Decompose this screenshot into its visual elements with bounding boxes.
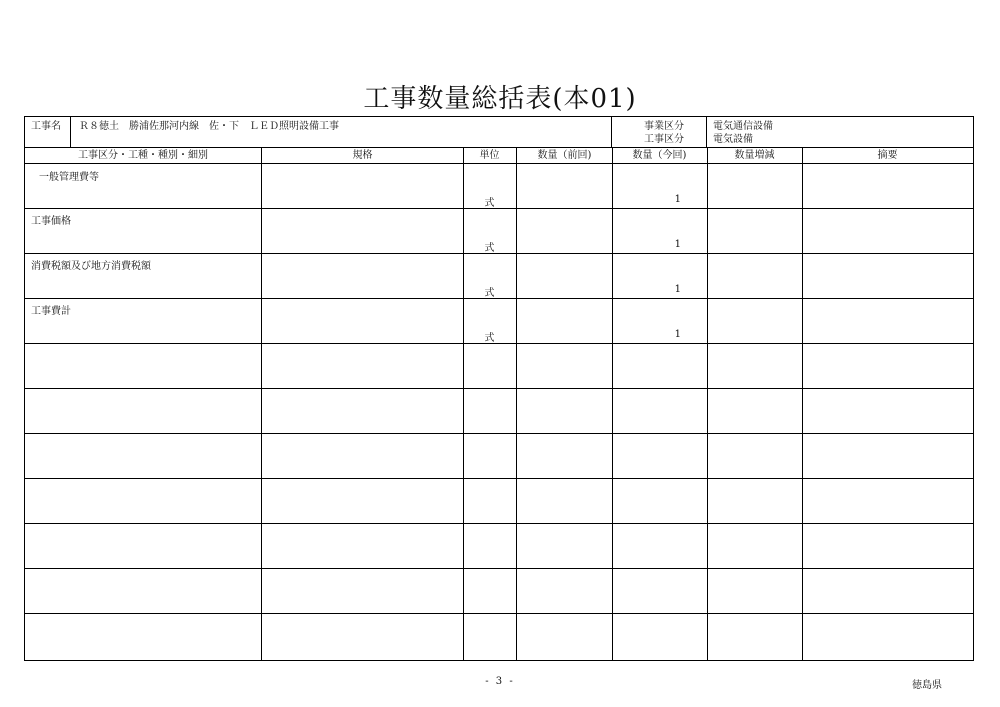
table-row xyxy=(25,254,973,299)
column-header-note: 摘要 xyxy=(877,150,898,161)
header-divider xyxy=(70,117,71,147)
column-header-qty-now: 数量（今回) xyxy=(632,150,687,161)
summary-table xyxy=(24,116,974,661)
row-qty-now: 1 xyxy=(674,239,681,250)
column-header-item: 工事区分・工種・種別・細別 xyxy=(78,150,208,161)
header-block xyxy=(25,117,973,148)
construction-division-label: 工事区分 xyxy=(644,134,684,145)
column-divider xyxy=(612,148,613,660)
business-division-label: 事業区分 xyxy=(644,121,684,132)
column-header-unit: 単位 xyxy=(479,150,500,161)
table-body xyxy=(25,164,973,660)
header-divider xyxy=(706,117,707,147)
row-qty-now: 1 xyxy=(674,194,681,205)
row-unit: 式 xyxy=(484,243,495,254)
row-qty-now: 1 xyxy=(674,329,681,340)
row-unit: 式 xyxy=(484,333,495,344)
column-divider xyxy=(516,148,517,660)
organization-name: 徳島県 xyxy=(912,680,942,691)
table-row xyxy=(25,434,973,479)
construction-division-value: 電気設備 xyxy=(713,134,753,145)
column-header-spec: 規格 xyxy=(352,150,373,161)
column-divider xyxy=(707,148,708,660)
table-row xyxy=(25,299,973,344)
row-unit: 式 xyxy=(484,288,495,299)
row-item-name: 工事費計 xyxy=(31,306,71,317)
row-item-name: 工事価格 xyxy=(31,216,71,227)
construction-name-value: Ｒ８徳土 勝浦佐那河内線 佐・下 ＬＥＤ照明設備工事 xyxy=(79,121,339,132)
construction-name-label: 工事名 xyxy=(31,121,61,132)
header-divider xyxy=(611,117,612,147)
column-divider xyxy=(802,148,803,660)
division-labels xyxy=(621,117,707,150)
table-row xyxy=(25,614,973,660)
table-row xyxy=(25,164,973,209)
table-row xyxy=(25,209,973,254)
division-values xyxy=(713,117,913,150)
business-division-value: 電気通信設備 xyxy=(713,121,773,132)
row-unit: 式 xyxy=(484,198,495,209)
column-header-qty-prev: 数量（前回) xyxy=(537,150,592,161)
page-title: 工事数量総括表(本01) xyxy=(363,84,637,114)
row-qty-now: 1 xyxy=(674,284,681,295)
column-divider xyxy=(261,148,262,660)
column-divider xyxy=(463,148,464,660)
column-header-row xyxy=(25,148,973,164)
table-row xyxy=(25,344,973,389)
row-item-name: 一般管理費等 xyxy=(39,172,99,183)
column-header-qty-diff: 数量増減 xyxy=(734,150,775,161)
page-number: - 3 - xyxy=(485,676,515,687)
table-row xyxy=(25,389,973,434)
table-row xyxy=(25,479,973,524)
row-item-name: 消費税額及び地方消費税額 xyxy=(31,261,151,272)
table-row xyxy=(25,569,973,614)
table-row xyxy=(25,524,973,569)
